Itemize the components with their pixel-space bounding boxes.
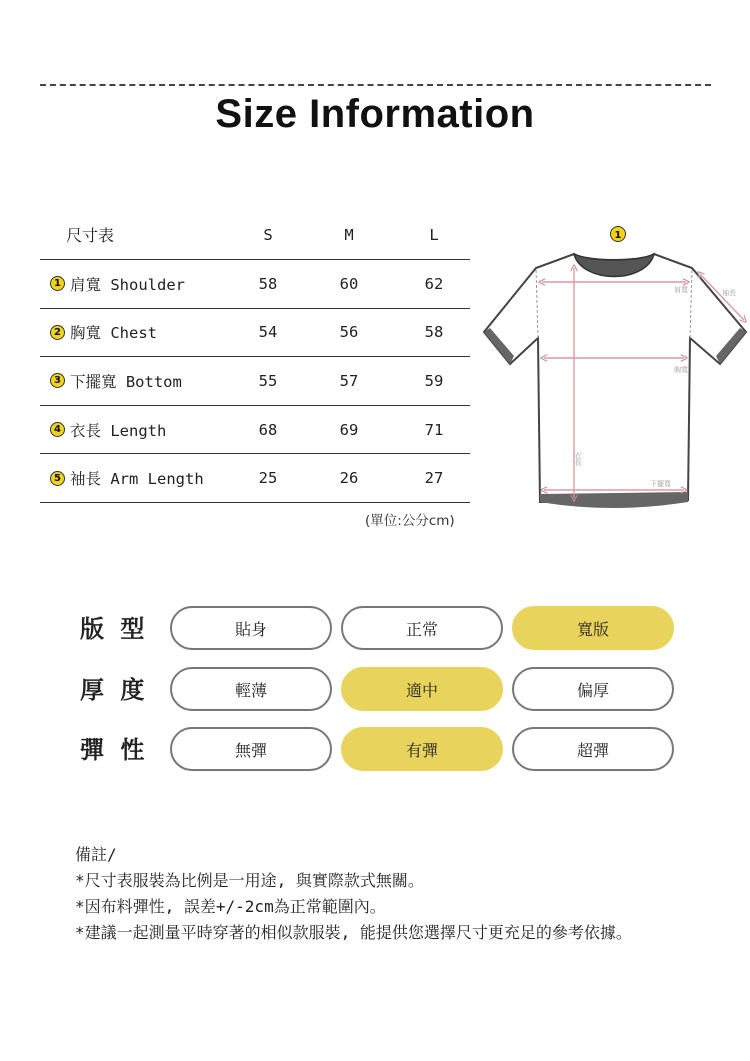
table-cell: 56 xyxy=(339,323,359,342)
number-badge: 2 xyxy=(50,325,65,340)
number-badge: 3 xyxy=(50,373,65,388)
attribute-label: 厚 度 xyxy=(80,676,149,704)
row-label: 胸寬 Chest xyxy=(70,324,157,343)
table-header-row xyxy=(40,210,470,260)
unit-note: (單位:公分cm) xyxy=(365,513,455,529)
option-pill: 無彈 xyxy=(170,727,332,771)
note-line: *建議一起測量平時穿著的相似款服裝, 能提供您選擇尺寸更充足的參考依據。 xyxy=(75,923,632,942)
tshirt-diagram xyxy=(478,222,750,522)
option-pill-selected: 有彈 xyxy=(341,727,503,771)
table-cell: 58 xyxy=(424,323,444,342)
table-cell: 58 xyxy=(258,274,278,293)
size-table xyxy=(40,210,470,503)
table-row xyxy=(40,309,470,358)
note-line: *因布料彈性, 誤差+/-2cm為正常範圍內。 xyxy=(75,897,386,916)
table-cell: 59 xyxy=(424,371,444,390)
table-row xyxy=(40,260,470,309)
table-row xyxy=(40,357,470,406)
option-pill: 正常 xyxy=(341,606,503,650)
table-row xyxy=(40,406,470,455)
option-pill: 超彈 xyxy=(512,727,674,771)
shoulder-label: 肩寬 xyxy=(674,286,688,294)
option-pill: 輕薄 xyxy=(170,667,332,711)
table-cell: 68 xyxy=(258,420,278,439)
table-cell: 57 xyxy=(339,371,359,390)
diagram-marker-number: 1 xyxy=(614,230,622,241)
attribute-label: 版 型 xyxy=(80,615,149,643)
size-header-s: S xyxy=(263,225,273,244)
table-cell: 54 xyxy=(258,323,278,342)
table-cell: 69 xyxy=(339,420,359,439)
notes-heading: 備註/ xyxy=(75,845,117,864)
table-cell: 25 xyxy=(258,469,278,488)
table-cell: 60 xyxy=(339,274,359,293)
shirt-outline xyxy=(484,254,746,502)
table-cell: 27 xyxy=(424,469,444,488)
number-badge: 5 xyxy=(50,471,65,486)
option-pill: 貼身 xyxy=(170,606,332,650)
length-label: 衣長 xyxy=(574,452,582,466)
option-pill-selected: 寬版 xyxy=(512,606,674,650)
table-row xyxy=(40,454,470,503)
attribute-row-fit xyxy=(0,606,750,650)
size-header-m: M xyxy=(344,225,354,244)
table-cell: 55 xyxy=(258,371,278,390)
chest-label: 胸寬 xyxy=(674,366,688,374)
table-cell: 26 xyxy=(339,469,359,488)
row-label: 下擺寬 Bottom xyxy=(70,372,182,391)
bottom-label: 下擺寬 xyxy=(650,480,671,488)
bottom-hem xyxy=(540,492,688,508)
row-label: 肩寬 Shoulder xyxy=(70,275,185,294)
table-cell: 62 xyxy=(424,274,444,293)
dashed-divider xyxy=(40,84,711,86)
table-cell: 71 xyxy=(424,420,444,439)
option-pill-selected: 適中 xyxy=(341,667,503,711)
page-title: Size Information xyxy=(215,92,535,136)
notes-section xyxy=(75,842,632,946)
attribute-row-thickness xyxy=(0,667,750,711)
note-line: *尺寸表服裝為比例是一用途, 與實際款式無關。 xyxy=(75,871,424,890)
attribute-row-elasticity xyxy=(0,727,750,771)
size-header-l: L xyxy=(429,225,439,244)
row-label: 衣長 Length xyxy=(70,421,167,440)
table-header-label: 尺寸表 xyxy=(66,226,115,245)
number-badge: 4 xyxy=(50,422,65,437)
row-label: 袖長 Arm Length xyxy=(70,470,204,489)
number-badge: 1 xyxy=(50,276,65,291)
attribute-label: 彈 性 xyxy=(80,736,149,764)
sleeve-label: 袖長 xyxy=(722,289,736,297)
option-pill: 偏厚 xyxy=(512,667,674,711)
